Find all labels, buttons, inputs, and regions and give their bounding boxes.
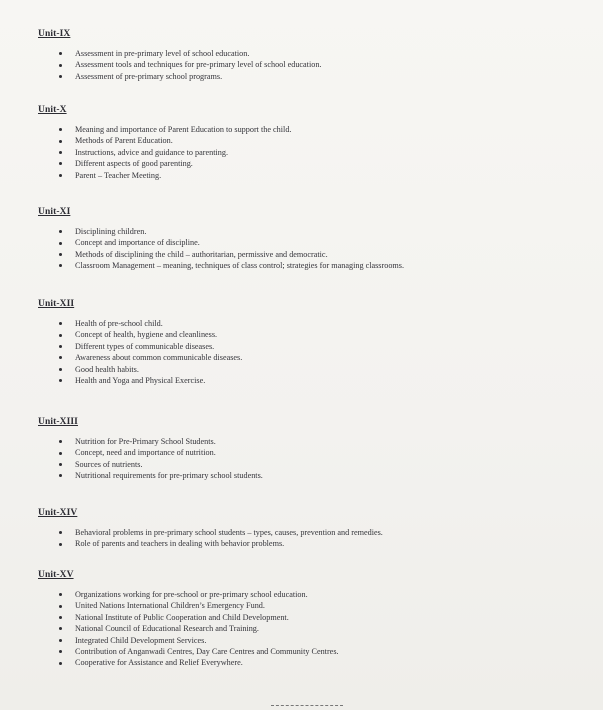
- unit-item-list: [38, 226, 598, 272]
- list-item: National Council of Educational Research and Training.: [38, 623, 598, 634]
- list-item: Organizations working for pre-school or pre-primary school education.: [38, 589, 598, 600]
- unit-section-ix: [38, 28, 598, 82]
- unit-item-list: [38, 436, 598, 482]
- list-item: Good health habits.: [38, 364, 598, 375]
- list-item: Assessment of pre-primary school programs.: [38, 71, 598, 82]
- list-item: Concept and importance of discipline.: [38, 237, 598, 248]
- list-item: United Nations International Children’s Emergency Fund.: [38, 600, 598, 611]
- list-item: Different types of communicable diseases.: [38, 341, 598, 352]
- unit-heading: Unit-XIII: [38, 417, 78, 427]
- unit-section-xv: [38, 569, 598, 669]
- unit-item-list: [38, 589, 598, 669]
- list-item: Concept, need and importance of nutrition.: [38, 447, 598, 458]
- list-item: Sources of nutrients.: [38, 459, 598, 470]
- unit-item-list: [38, 318, 598, 386]
- unit-item-list: [38, 124, 598, 181]
- list-item: Assessment tools and techniques for pre-primary level of school education.: [38, 59, 598, 70]
- list-item: Health of pre-school child.: [38, 318, 598, 329]
- unit-section-xiv: [38, 507, 598, 550]
- list-item: Methods of Parent Education.: [38, 135, 598, 146]
- list-item: Classroom Management – meaning, techniques of class control; strategies for managing classrooms.: [38, 260, 598, 271]
- unit-heading: Unit-XIV: [38, 508, 78, 518]
- list-item: Parent – Teacher Meeting.: [38, 170, 598, 181]
- unit-item-list: [38, 527, 598, 550]
- list-item: Instructions, advice and guidance to parenting.: [38, 147, 598, 158]
- list-item: Contribution of Anganwadi Centres, Day Care Centres and Community Centres.: [38, 646, 598, 657]
- unit-heading: Unit-IX: [38, 29, 71, 39]
- unit-section-xii: [38, 298, 598, 386]
- unit-section-x: [38, 104, 598, 181]
- unit-heading: Unit-X: [38, 105, 67, 115]
- list-item: Awareness about common communicable diseases.: [38, 352, 598, 363]
- footer-divider: [271, 705, 343, 706]
- list-item: Methods of disciplining the child – authoritarian, permissive and democratic.: [38, 249, 598, 260]
- list-item: Meaning and importance of Parent Education to support the child.: [38, 124, 598, 135]
- list-item: Integrated Child Development Services.: [38, 635, 598, 646]
- unit-section-xiii: [38, 416, 598, 482]
- unit-heading: Unit-XV: [38, 570, 74, 580]
- list-item: Nutrition for Pre-Primary School Students.: [38, 436, 598, 447]
- list-item: Concept of health, hygiene and cleanliness.: [38, 329, 598, 340]
- unit-heading: Unit-XI: [38, 207, 71, 217]
- list-item: Behavioral problems in pre-primary school students – types, causes, prevention and remedies.: [38, 527, 598, 538]
- list-item: Nutritional requirements for pre-primary school students.: [38, 470, 598, 481]
- list-item: Health and Yoga and Physical Exercise.: [38, 375, 598, 386]
- list-item: Role of parents and teachers in dealing with behavior problems.: [38, 538, 598, 549]
- unit-item-list: [38, 48, 598, 82]
- unit-heading: Unit-XII: [38, 299, 75, 309]
- list-item: National Institute of Public Cooperation and Child Development.: [38, 612, 598, 623]
- list-item: Cooperative for Assistance and Relief Everywhere.: [38, 657, 598, 668]
- list-item: Assessment in pre-primary level of school education.: [38, 48, 598, 59]
- list-item: Different aspects of good parenting.: [38, 158, 598, 169]
- unit-section-xi: [38, 206, 598, 272]
- list-item: Disciplining children.: [38, 226, 598, 237]
